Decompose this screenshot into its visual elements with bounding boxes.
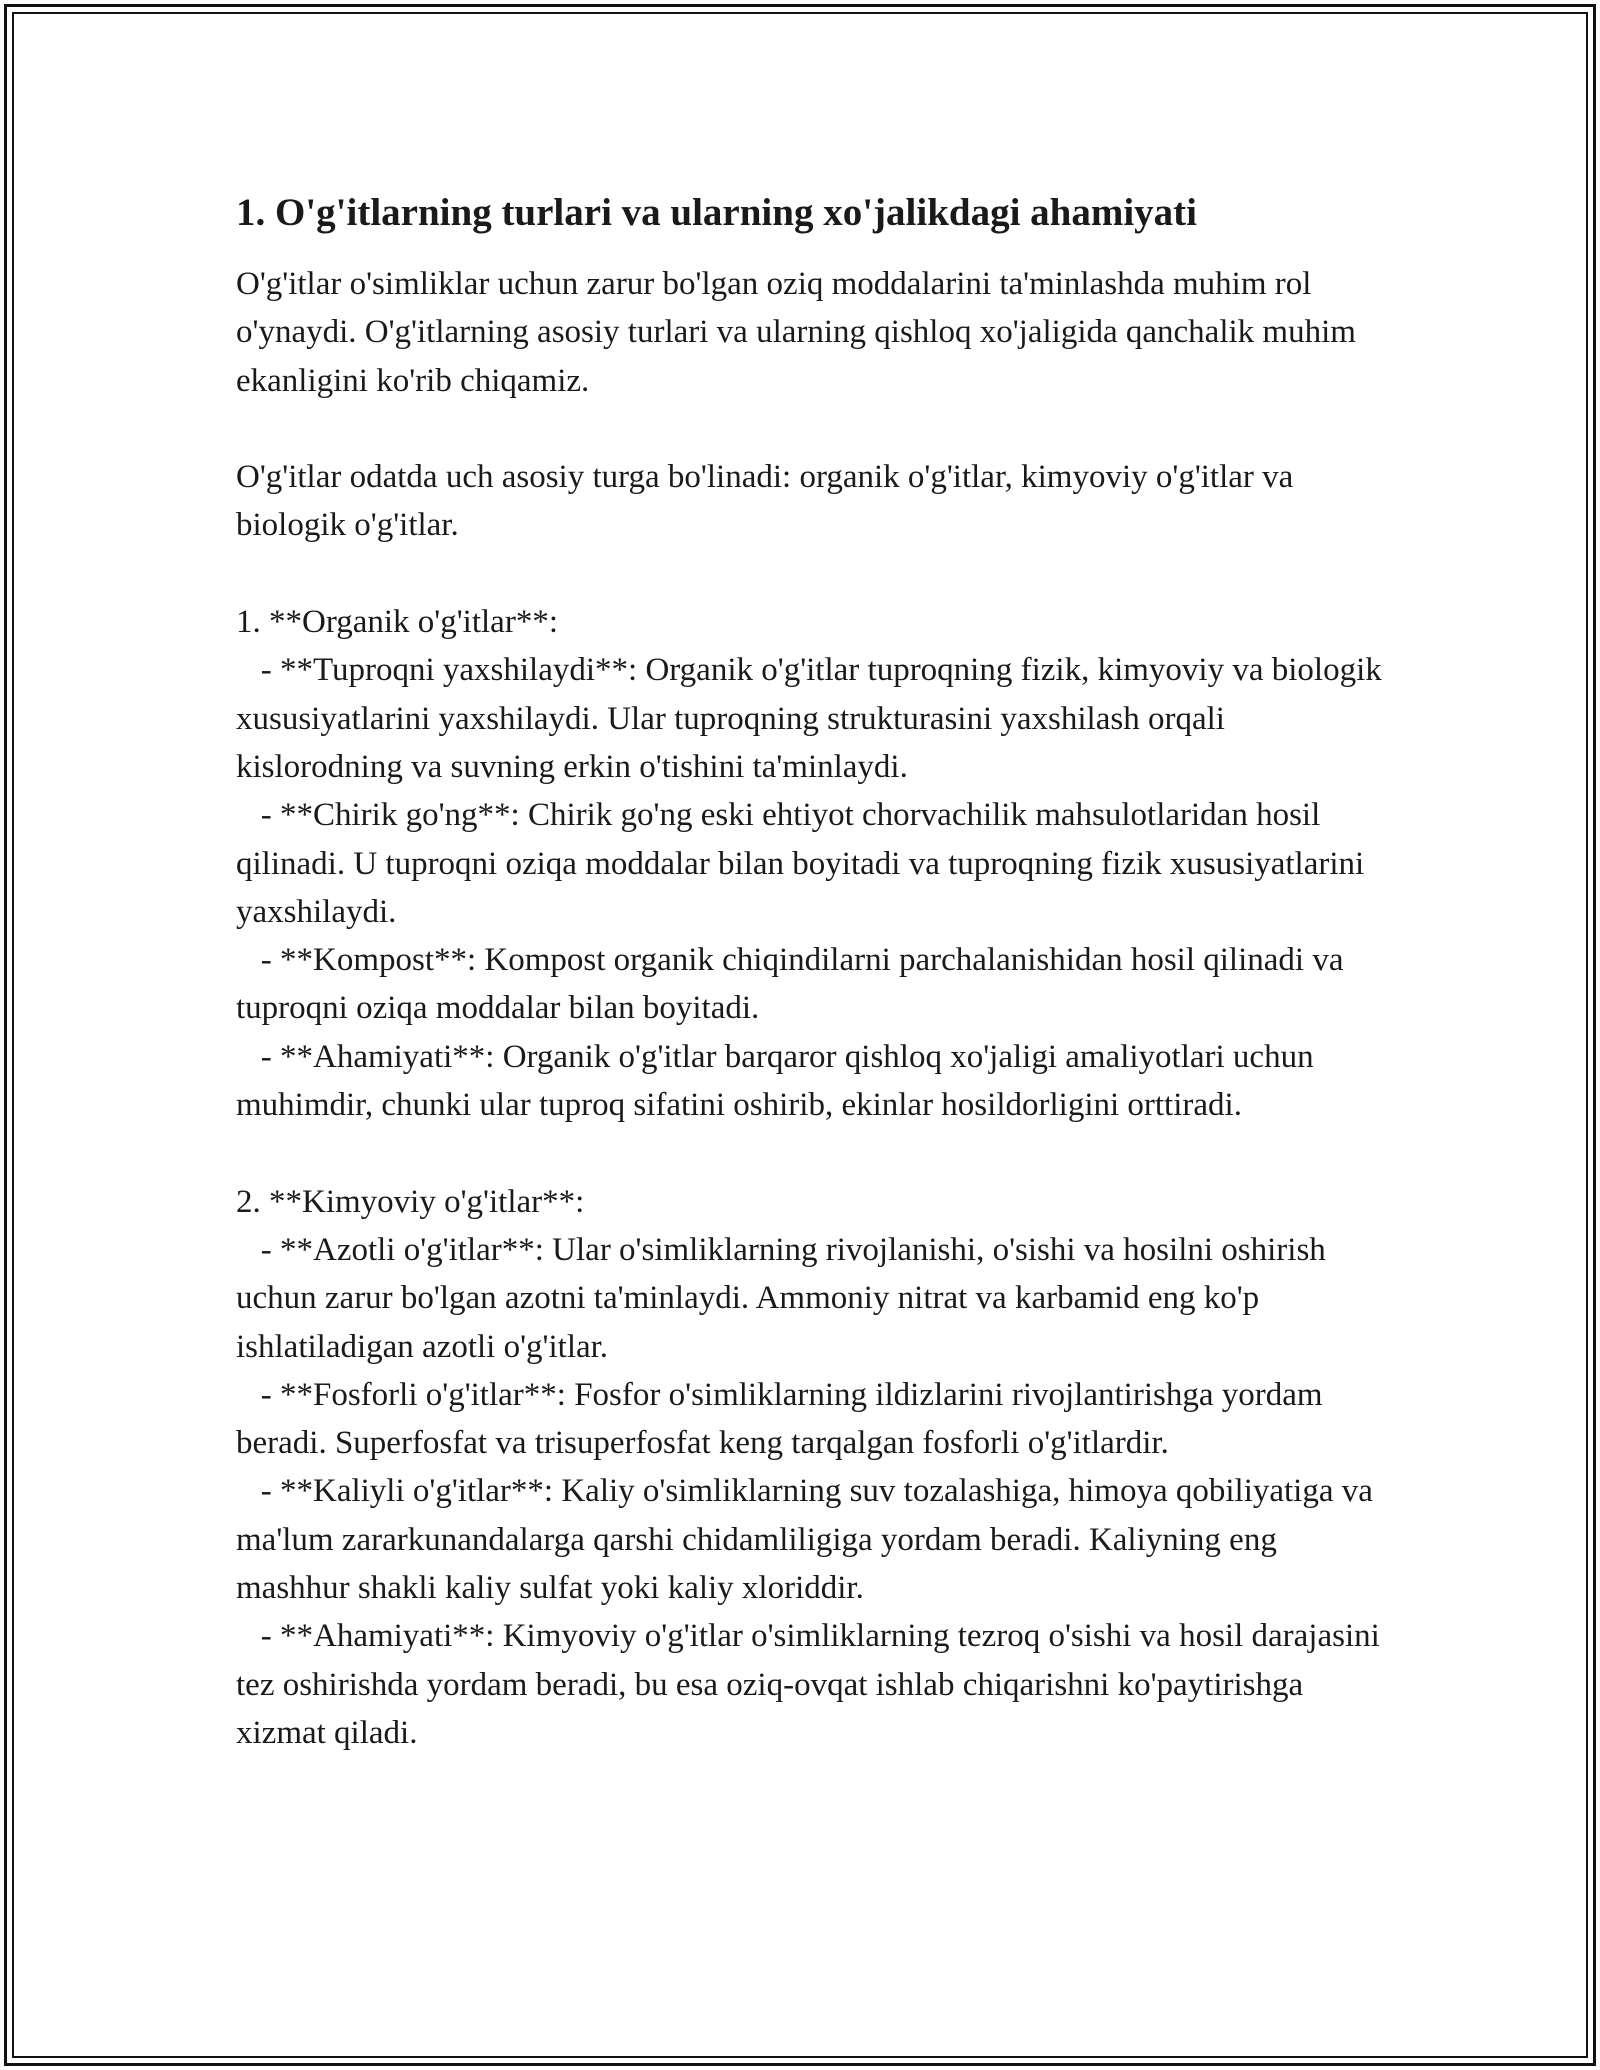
document-title: 1. O'g'itlarning turlari va ularning xo'jalikdagi ahamiyati (236, 191, 1198, 234)
document-body (236, 186, 1390, 1757)
section-heading-chemical: 2. **Kimyoviy o'g'itlar**: (236, 1183, 585, 1220)
section-heading-organic: 1. **Organik o'g'itlar**: (236, 604, 558, 641)
list-item-potassium: - **Kaliyli o'g'itlar**: Kaliy o'simliklarning suv tozalashiga, himoya qobiliyatiga va ma'lum zararkunandalarga qarshi chidamliligiga yordam beradi. Kaliyning eng mashhur shakli kaliy sulfat yoki kaliy xloriddir. (236, 1473, 1382, 1607)
intro-paragraph: O'g'itlar o'simliklar uchun zarur bo'lgan oziq moddalarini ta'minlashda muhim rol o'ynaydi. O'g'itlarning asosiy turlari va ularning qishloq xo'jaligida qanchalik muhim ekanligini ko'rib chiqamiz. (236, 266, 1365, 399)
list-item-phosphorus: - **Fosforli o'g'itlar**: Fosfor o'simliklarning ildizlarini rivojlantirishga yordam beradi. Superfosfat va trisuperfosfat keng tarqalgan fosforli o'g'itlardir. (236, 1376, 1331, 1462)
list-item-manure: - **Chirik go'ng**: Chirik go'ng eski ehtiyot chorvachilik mahsulotlaridan hosil qilinadi. U tuproqni oziqa moddalar bilan boyitadi va tuproqning fizik xususiyatlarini yaxshilaydi. (236, 797, 1373, 930)
list-item-chemical-importance: - **Ahamiyati**: Kimyoviy o'g'itlar o'simliklarning tezroq o'sishi va hosil darajasini tez oshirishda yordam beradi, bu esa oziq-ovqat ishlab chiqarishni ko'paytirishga xizmat qiladi. (236, 1618, 1389, 1751)
types-intro-paragraph: O'g'itlar odatda uch asosiy turga bo'linadi: organik o'g'itlar, kimyoviy o'g'itlar va biologik o'g'itlar. (236, 459, 1302, 544)
paragraph-gap (236, 1129, 1386, 1177)
list-item-compost: - **Kompost**: Kompost organik chiqindilarni parchalanishidan hosil qilinadi va tuproqni oziqa moddalar bilan boyitadi. (236, 942, 1352, 1027)
list-item-soil-improvement: - **Tuproqni yaxshilaydi**: Organik o'g'itlar tuproqning fizik, kimyoviy va biologik xususiyatlarini yaxshilaydi. Ular tuproqning strukturasini yaxshilash orqali kislorodning va suvning erkin o'tishini ta'minlaydi. (236, 652, 1390, 785)
list-item-nitrogen: - **Azotli o'g'itlar**: Ular o'simliklarning rivojlanishi, o'sishi va hosilni oshirish uchun zarur bo'lgan azotni ta'minlaydi. Ammoniy nitrat va karbamid eng ko'p ishlatiladigan azotli o'g'itlar. (236, 1231, 1335, 1365)
paragraph-gap (236, 405, 1386, 453)
list-item-organic-importance: - **Ahamiyati**: Organik o'g'itlar barqaror qishloq xo'jaligi amaliyotlari uchun muhimdir, chunki ular tuproq sifatini oshirib, ekinlar hosildorligini orttiradi. (236, 1038, 1322, 1124)
paragraph-gap (236, 550, 1386, 598)
